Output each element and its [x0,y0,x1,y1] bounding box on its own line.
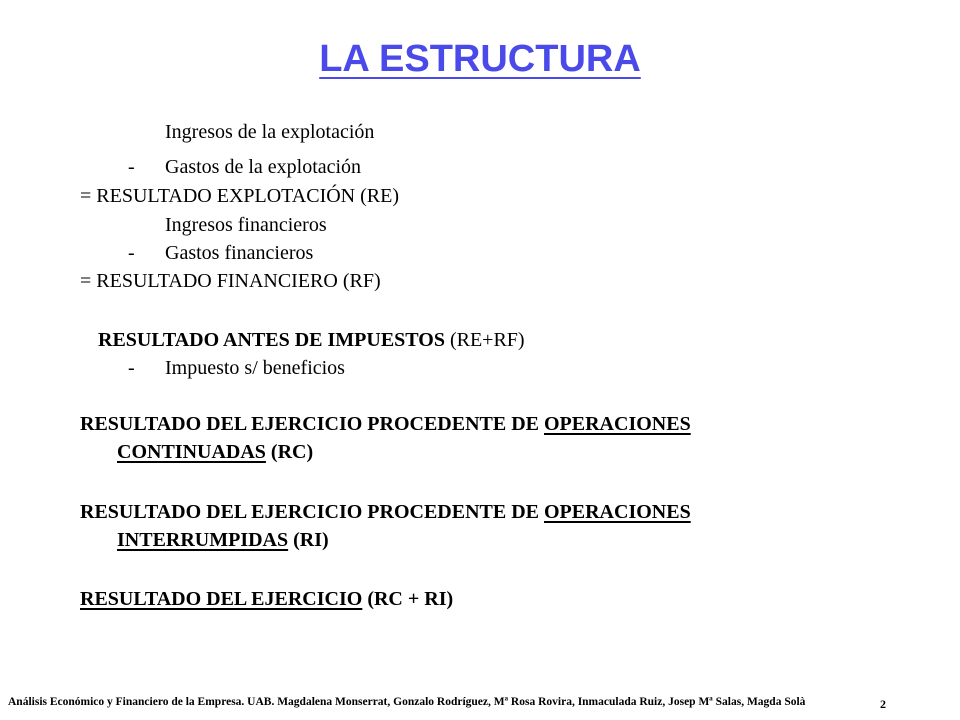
minus-sign: - [128,156,135,178]
slide-title: LA ESTRUCTURA [319,38,641,80]
line-resultado-interrumpidas-1: RESULTADO DEL EJERCICIO PROCEDENTE DE OPERACIONES [80,501,691,523]
rai-label: RESULTADO ANTES DE IMPUESTOS [98,329,445,351]
line-gastos-explotacion: Gastos de la explotación [165,156,362,178]
rai-formula: (RE+RF) [444,329,525,351]
resultado-ejercicio-label: RESULTADO DEL EJERCICIO [80,588,363,610]
line-resultado-financiero: = RESULTADO FINANCIERO (RF) [80,270,381,292]
rc-continuadas: CONTINUADAS [117,441,266,463]
footer-credits: Análisis Económico y Financiero de la Empresa. UAB. Magdalena Monserrat, Gonzalo Rodríguez, Mª Rosa Rovira, Inmaculada Ruiz, Josep Mª Salas, Magda Solà [8,696,806,708]
line-resultado-interrumpidas-2: INTERRUMPIDAS (RI) [117,529,329,551]
ri-operaciones: OPERACIONES [544,501,691,523]
line-resultado-explotacion: = RESULTADO EXPLOTACIÓN (RE) [80,185,399,207]
line-resultado-continuadas-1: RESULTADO DEL EJERCICIO PROCEDENTE DE OPERACIONES [80,413,691,435]
line-ingresos-financieros: Ingresos financieros [165,214,327,236]
line-resultado-continuadas-2: CONTINUADAS (RC) [117,441,314,463]
line-gastos-financieros: Gastos financieros [165,242,314,264]
ri-interrumpidas: INTERRUMPIDAS [117,529,289,551]
minus-sign: - [128,357,135,379]
line-resultado-antes-impuestos [98,330,525,350]
page-number: 2 [880,697,886,711]
rc-operaciones: OPERACIONES [544,413,691,435]
line-resultado-ejercicio: RESULTADO DEL EJERCICIO (RC + RI) [80,588,454,610]
line-impuesto-beneficios: Impuesto s/ beneficios [165,357,345,379]
minus-sign: - [128,242,135,264]
line-ingresos-explotacion: Ingresos de la explotación [165,121,375,143]
